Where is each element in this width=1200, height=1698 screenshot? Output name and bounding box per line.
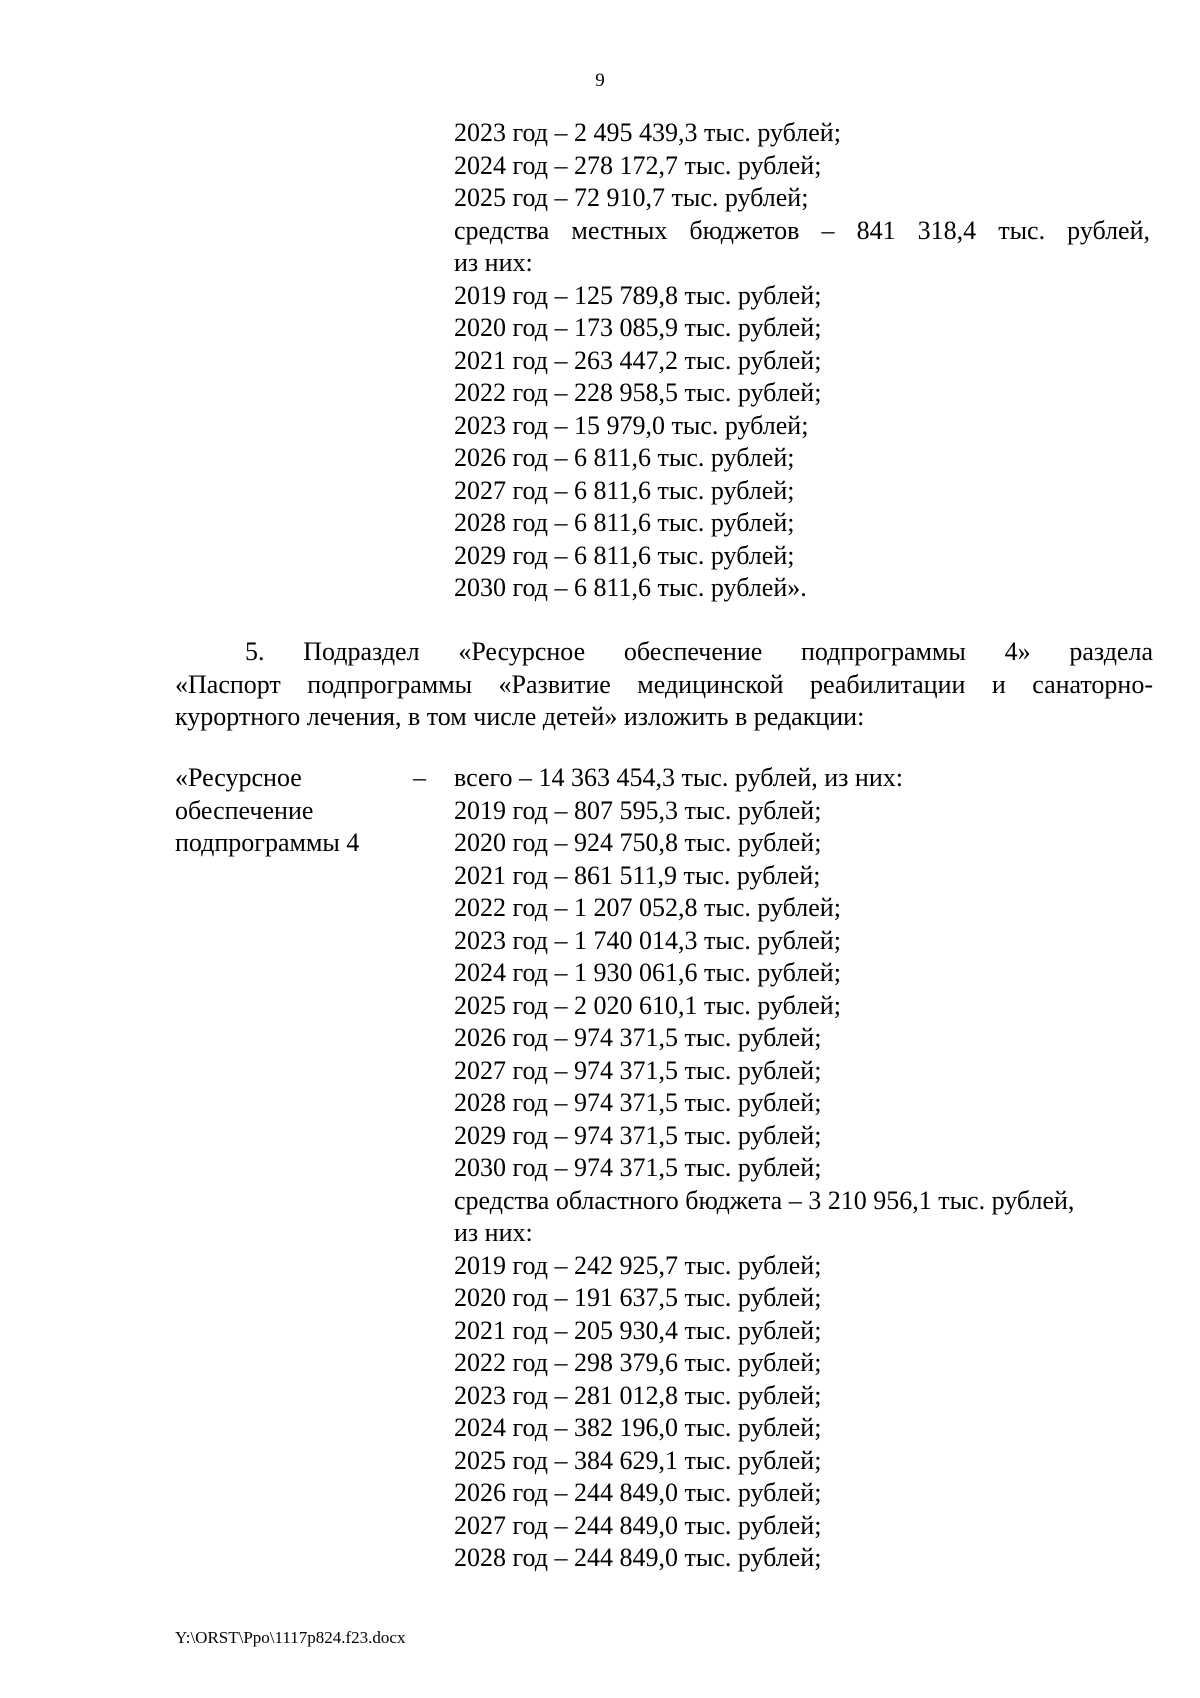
- funding-line: 2027 год – 974 371,5 тыс. рублей;: [454, 1055, 822, 1085]
- label-dash: –: [413, 763, 426, 792]
- funding-line: 2022 год – 298 379,6 тыс. рублей;: [454, 1348, 822, 1377]
- label-line: обеспечение: [175, 795, 314, 825]
- funding-line: 2024 год – 1 930 061,6 тыс. рублей;: [454, 958, 841, 987]
- funding-total-line: всего – 14 363 454,3 тыс. рублей, из них:: [454, 763, 903, 792]
- paragraph-line: 5. Подраздел «Ресурсное обеспечение подпрограммы 4» раздела: [245, 637, 1153, 666]
- label-line: «Ресурсное: [175, 763, 302, 792]
- funding-line: 2025 год – 72 910,7 тыс. рублей;: [454, 183, 809, 212]
- funding-line: 2023 год – 2 495 439,3 тыс. рублей;: [454, 118, 841, 147]
- funding-line: 2026 год – 974 371,5 тыс. рублей;: [454, 1023, 822, 1052]
- funding-line: 2022 год – 1 207 052,8 тыс. рублей;: [454, 893, 841, 922]
- funding-line: 2021 год – 861 511,9 тыс. рублей;: [454, 860, 821, 890]
- funding-line: 2028 год – 974 371,5 тыс. рублей;: [454, 1088, 822, 1117]
- funding-line: 2028 год – 244 849,0 тыс. рублей;: [454, 1543, 822, 1572]
- paragraph-line: «Паспорт подпрограммы «Развитие медицинской реабилитации и санаторно-: [175, 669, 1153, 699]
- funding-line: из них:: [454, 1218, 533, 1247]
- funding-line: 2028 год – 6 811,6 тыс. рублей;: [454, 508, 795, 537]
- file-path-footer: Y:\ORST\Ppo\1117p824.f23.docx: [175, 1628, 406, 1647]
- funding-line: 2019 год – 807 595,3 тыс. рублей;: [454, 795, 822, 825]
- paragraph-line: курортного лечения, в том числе детей» изложить в редакции:: [175, 702, 865, 731]
- top-funding-list: [454, 117, 1154, 605]
- funding-line: 2025 год – 2 020 610,1 тыс. рублей;: [454, 990, 841, 1020]
- funding-line: 2020 год – 173 085,9 тыс. рублей;: [454, 313, 822, 342]
- funding-line: 2029 год – 6 811,6 тыс. рублей;: [454, 540, 795, 570]
- resource-label: [175, 762, 359, 860]
- funding-line: 2020 год – 924 750,8 тыс. рублей;: [454, 828, 822, 857]
- funding-line: 2026 год – 6 811,6 тыс. рублей;: [454, 443, 795, 472]
- funding-line: 2021 год – 263 447,2 тыс. рублей;: [454, 345, 822, 375]
- funding-line: 2026 год – 244 849,0 тыс. рублей;: [454, 1478, 822, 1507]
- funding-line: из них:: [454, 248, 533, 277]
- funding-line: 2022 год – 228 958,5 тыс. рублей;: [454, 378, 822, 407]
- funding-line: 2021 год – 205 930,4 тыс. рублей;: [454, 1315, 822, 1345]
- label-line: подпрограммы 4: [175, 828, 360, 857]
- funding-line: 2029 год – 974 371,5 тыс. рублей;: [454, 1120, 822, 1150]
- funding-line: 2030 год – 974 371,5 тыс. рублей;: [454, 1153, 822, 1182]
- funding-line: 2020 год – 191 637,5 тыс. рублей;: [454, 1283, 822, 1312]
- funding-line: 2019 год – 125 789,8 тыс. рублей;: [454, 280, 822, 310]
- funding-line: 2024 год – 382 196,0 тыс. рублей;: [454, 1413, 822, 1442]
- page-number: 9: [595, 70, 605, 91]
- funding-line: 2023 год – 281 012,8 тыс. рублей;: [454, 1380, 822, 1410]
- resource-funding-list: [454, 762, 1154, 1575]
- funding-line: 2023 год – 1 740 014,3 тыс. рублей;: [454, 925, 841, 955]
- funding-line: 2027 год – 244 849,0 тыс. рублей;: [454, 1510, 822, 1540]
- funding-line: 2027 год – 6 811,6 тыс. рублей;: [454, 475, 795, 505]
- funding-line: 2025 год – 384 629,1 тыс. рублей;: [454, 1445, 822, 1475]
- funding-subtotal-line: средства областного бюджета – 3 210 956,1 тыс. рублей,: [454, 1185, 1075, 1215]
- funding-line: 2023 год – 15 979,0 тыс. рублей;: [454, 410, 809, 440]
- funding-line: 2019 год – 242 925,7 тыс. рублей;: [454, 1250, 822, 1280]
- funding-subtotal-line: средства местных бюджетов – 841 318,4 тыс. рублей,: [454, 215, 1150, 245]
- funding-line: 2030 год – 6 811,6 тыс. рублей».: [454, 573, 807, 602]
- funding-line: 2024 год – 278 172,7 тыс. рублей;: [454, 150, 822, 180]
- amendment-paragraph: [175, 636, 1153, 734]
